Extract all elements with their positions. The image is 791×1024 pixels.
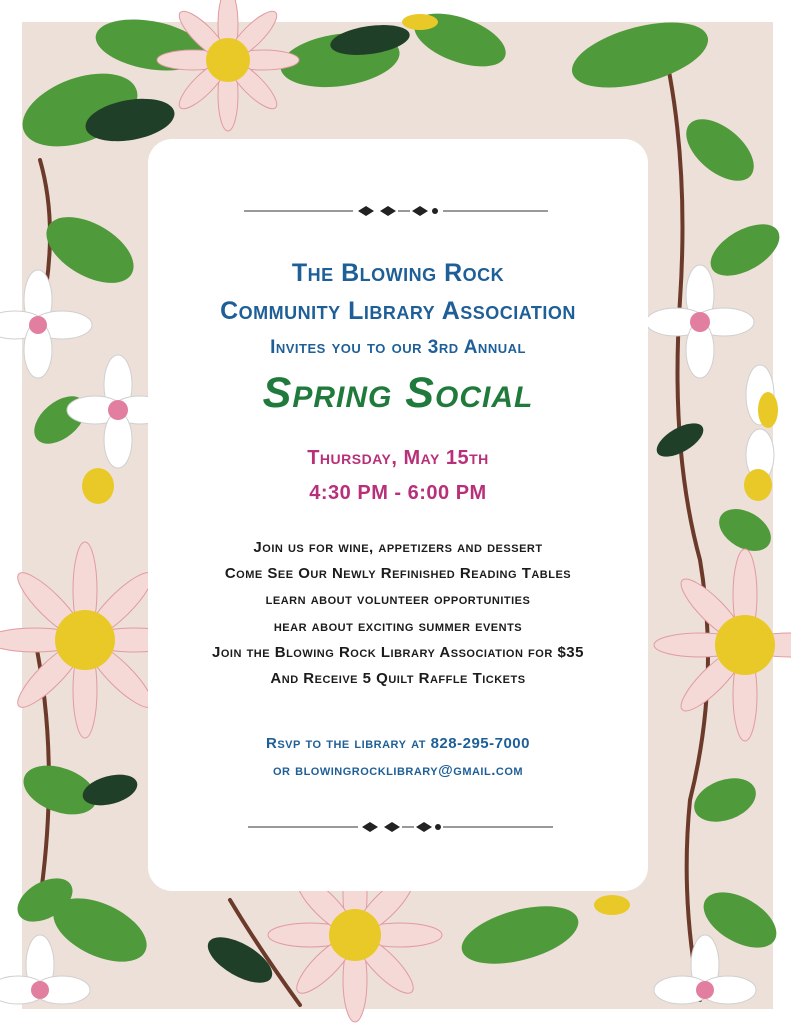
divider-ornament-bottom bbox=[148, 819, 648, 835]
rsvp-email: or blowingrocklibrary@gmail.com bbox=[272, 762, 524, 779]
title-line-2: Community Library Association bbox=[220, 297, 576, 325]
event-headline: Spring Social bbox=[262, 369, 534, 417]
rsvp-phone: Rsvp to the library at 828-295-7000 bbox=[266, 735, 530, 752]
detail-line: And Receive 5 Quilt Raffle Tickets bbox=[270, 670, 526, 687]
title-line-1: The Blowing Rock bbox=[291, 259, 505, 287]
detail-line: hear about exciting summer events bbox=[273, 618, 523, 635]
divider-ornament-top bbox=[148, 203, 648, 219]
invitation-card bbox=[148, 139, 648, 891]
event-date: Thursday, May 15th bbox=[307, 447, 489, 469]
detail-line: Join us for wine, appetizers and dessert bbox=[253, 539, 543, 556]
event-time: 4:30 PM - 6:00 PM bbox=[309, 482, 487, 504]
detail-line: Join the Blowing Rock Library Association for $35 bbox=[212, 644, 584, 661]
detail-line: learn about volunteer opportunities bbox=[265, 591, 531, 608]
detail-line: Come See Our Newly Refinished Reading Tables bbox=[224, 565, 572, 582]
title-line-3: Invites you to our 3rd Annual bbox=[270, 337, 526, 358]
